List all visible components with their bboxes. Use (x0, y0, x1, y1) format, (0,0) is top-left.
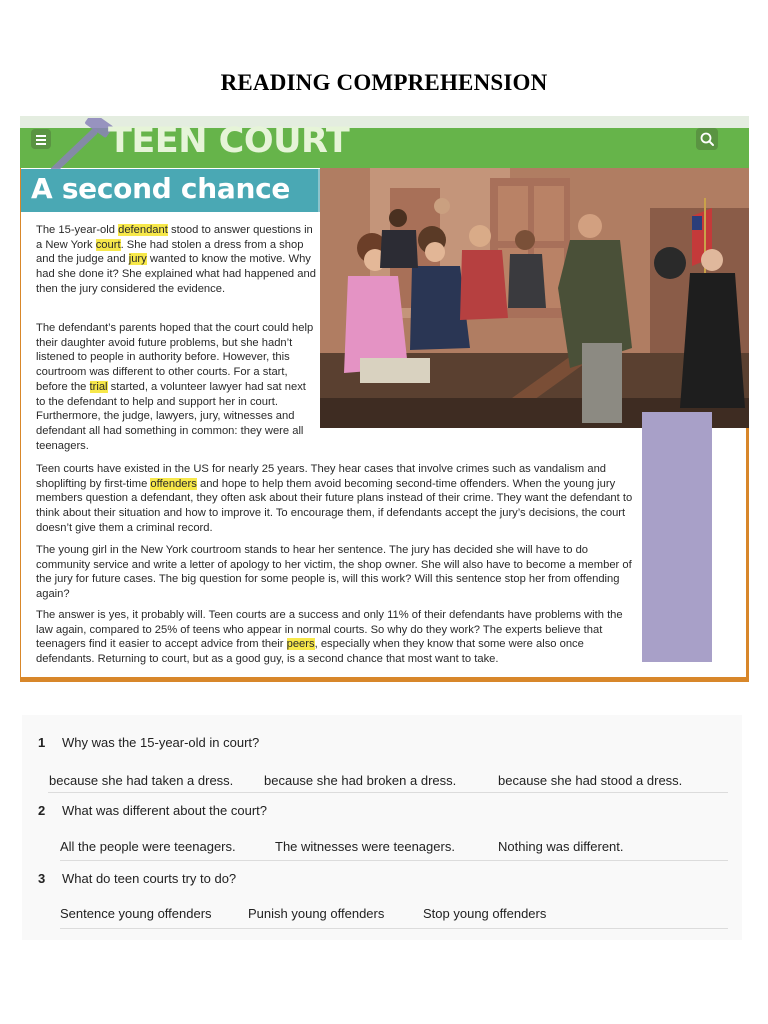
answer-option[interactable]: because she had stood a dress. (498, 773, 683, 788)
page-title: READING COMPREHENSION (220, 70, 548, 95)
paragraph-1-text: The 15-year-old (36, 224, 119, 236)
paragraph-1-text: wanted to know the motive. Why had she done it? She explained what had happened and then the jury considered the evidence. (36, 253, 316, 295)
paragraph-1-text: . She had stolen a dress from a shop and the judge and (36, 238, 304, 266)
article-panel (20, 116, 749, 682)
paragraph-2-text: The defendant’s parents hoped that the court could help their daughter avoid future problems, but she hadn’t listened to people in authority before. However, this courtroom was different to other courts. For a start, before the (36, 322, 314, 393)
answer-option[interactable]: Nothing was different. (498, 839, 624, 854)
answer-option[interactable]: because she had broken a dress. (264, 773, 457, 788)
paragraph-3-text: and hope to help them avoid becoming second-time offenders. When the young jury members question a defendant, they often ask about their future plans instead of their crime. They want the defendant to think about their situation and how to improve it. To encourage them, if defendants accept the jury’s decisions, the court doesn’t give them a criminal record. (36, 477, 633, 534)
paragraph-5 (36, 608, 633, 667)
question-text: What was different about the court? (62, 803, 267, 818)
subtitle: A second chance (31, 172, 291, 205)
highlighted-word: defendant (118, 224, 168, 236)
paragraph-2-text: started, a volunteer lawyer had sat next to the defendant to help and support her in court. Furthermore, the judge, lawyers, jury, witnesses and defendant all had something in common: they were all teenagers. (36, 380, 306, 452)
question-number: 3 (38, 871, 46, 886)
question-number: 1 (38, 735, 46, 750)
courtroom-photo (320, 168, 749, 428)
answer-option[interactable]: All the people were teenagers. (60, 839, 236, 854)
question-number: 2 (38, 803, 46, 818)
answer-option[interactable]: because she had taken a dress. (49, 773, 234, 788)
hamburger-icon[interactable] (31, 129, 51, 149)
question-2 (38, 803, 267, 818)
paragraph-3-text: Teen courts have existed in the US for nearly 25 years. They hear cases that involve crimes such as vandalism and shoplifting by first-time (36, 463, 607, 490)
paragraph-4: The young girl in the New York courtroom stands to hear her sentence. The jury has decided she will have to do community service and write a letter of apology to her victim, the shop owner. She will also have to become a member of the jury for future cases. The big question for some people is, will this work? Will this sentence stop her from offending again? (36, 544, 632, 601)
purple-decoration (642, 412, 712, 662)
paragraph-5-text: , especially when they know that some were also once defendants. Returning to court, but as a good guy, is a second chance that most want to take. (36, 638, 584, 666)
answer-line (60, 860, 728, 861)
question-3 (38, 871, 236, 886)
highlighted-word: offenders (150, 477, 197, 490)
search-icon[interactable] (696, 128, 718, 150)
banner-title: TEEN COURT (108, 121, 350, 161)
paragraph-2 (36, 321, 318, 453)
paragraph-3 (36, 462, 633, 536)
answer-option[interactable]: Sentence young offenders (60, 906, 212, 921)
banner (20, 116, 749, 168)
answer-line (60, 928, 728, 929)
highlighted-word: trial (89, 380, 108, 393)
answer-option[interactable]: The witnesses were teenagers. (275, 839, 455, 854)
paragraph-1-text: stood to answer questions in a New York (36, 224, 313, 251)
question-1 (38, 735, 259, 750)
subtitle-bar (21, 169, 318, 212)
answer-line (48, 792, 728, 793)
question-text: Why was the 15-year-old in court? (62, 735, 260, 750)
highlighted-word: jury (128, 253, 147, 266)
paragraph-5-text: The answer is yes, it probably will. Teen courts are a success and only 11% of their defendants have problems with the law again, compared to 25% of teens who appear in normal courts. So why do they work? The experts believe that teenagers find it easier to accept advice from their (36, 609, 623, 651)
highlighted-word: court (95, 238, 121, 251)
answer-option[interactable]: Punish young offenders (248, 906, 385, 921)
paragraph-1 (36, 223, 318, 297)
highlighted-word: peers (286, 638, 315, 651)
question-text: What do teen courts try to do? (62, 871, 237, 886)
answer-option[interactable]: Stop young offenders (423, 906, 547, 921)
